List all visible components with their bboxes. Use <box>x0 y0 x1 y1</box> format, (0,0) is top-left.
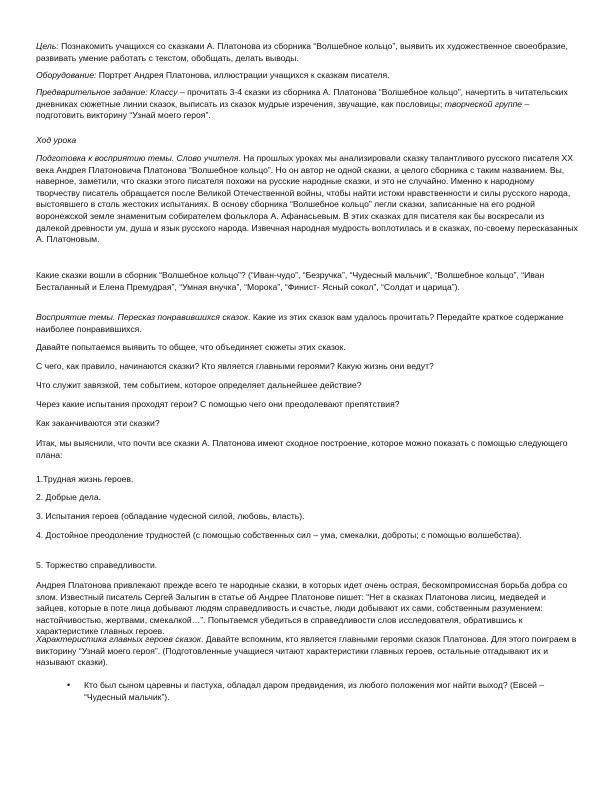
question-2: С чего, как правило, начинаются сказки? Кто является главными героями? Какую жизнь они ведут? <box>36 361 434 371</box>
bullet-item-1: Кто был сыном царевны и пастуха, обладал даром предвидения, из любого положения мог найти выход? (Евсей – “Чудесный мальчик”). <box>84 680 545 702</box>
prep-text: . На прошлых уроках мы анализировали сказку талантливого русского писателя ХХ века Андрея Платоновича Платонова “Волшебное кольцо”. Но он автор не одной сказки, а целого сборника с таким названием. Вы, наверное, заметили, что сказки этого писателя похожи на русские народные сказки, и это не случайно. Именно к народному творчеству писатель обращается после Великой Отечественной войны, чтобы найти истоки нравственности и силы русского народа, выстоявшего в столь жестоких испытаниях. В основу сборника “Волшебное кольцо” легли сказки, записанные на его родной воронежской земле знаменитым собирателем фольклора А. Афанасьевым. В этих сказках для писателя как бы воскресали из далекой древности ум, душа и язык русского народа. Извечная народная мудрость воплотилась и в сказках, по-своему пересказанных А. Платоновым. <box>36 153 578 245</box>
plan-item-1: 1.Трудная жизнь героев. <box>36 474 134 484</box>
perception-paragraph <box>36 312 578 335</box>
perception-text: . Какие из этих сказок вам удалось прочитать? Передайте краткое содержание наиболее понравившихся. <box>36 312 564 334</box>
prelim-text-1: – прочитать 3-4 сказки из сборника А. Платонова “Волшебное кольцо”, начертить в читательских дневниках сюжетные линии сказок, выписать из сказок мудрые изречения, звучащие, как пословицы; <box>36 87 568 109</box>
question-5: Как заканчиваются эти сказки? <box>36 418 160 428</box>
heroes-text: . Давайте вспомним, кто является главными героями сказок Платонова. Для этого поиграем в викторину “Узнай моего героя”. (Подготовленные учащиеся читают характеристики главных героев, остальные отгадывают их и называют сказки). <box>36 634 577 668</box>
plan-item-2: 2. Добрые дела. <box>36 492 101 502</box>
plan-item-5: 5. Торжество справедливости. <box>36 560 158 570</box>
prelim-text-2: – подготовить викторину “Узнай моего героя”. <box>36 98 530 121</box>
question-1: Давайте попытаемся выявить то общее, что объединяет сюжеты этих сказок. <box>36 342 346 352</box>
prelim-label: Предварительное задание: Классу <box>36 87 178 97</box>
heroes-label: Характеристика главных героев сказок <box>36 634 201 644</box>
heroes-paragraph <box>36 634 578 669</box>
equipment-text: Портрет Андрея Платонова, иллюстрации учащихся к сказкам писателя. <box>96 70 390 80</box>
prep-label: Подготовка к восприятию темы. Слово учителя <box>36 153 239 163</box>
equipment-paragraph <box>36 70 578 82</box>
question-3: Что служит завязкой, тем событием, которое определяет дальнейшее действие? <box>36 380 362 390</box>
bullet-icon: • <box>67 680 71 690</box>
lesson-heading: Ход урока <box>36 135 77 145</box>
plan-item-4: 4. Достойное преодоление трудностей (с помощью собственных сил – ума, смекалки, доброты; с помощью волшебства). <box>36 530 522 540</box>
prelim-group-label: творческой группе <box>444 98 523 109</box>
aim-paragraph <box>36 41 578 64</box>
aim-label: Цель: <box>36 41 59 51</box>
plan-item-3: 3. Испытания героев (обладание чудесной силой, любовь, власть). <box>36 511 305 521</box>
prelim-paragraph <box>36 87 578 122</box>
aim-text: Познакомить учащихся со сказками А. Платонова из сборника “Волшебное кольцо”, выявить их художественное своеобразие, развивать умение работать с текстом, обобщать, делать выводы. <box>36 41 568 63</box>
prep-paragraph <box>36 153 578 246</box>
perception-label: Восприятие темы. Пересказ понравившихся сказок <box>36 312 249 322</box>
summary-paragraph: Итак, мы выяснили, что почти все сказки А. Платонова имеют сходное построение, которое можно показать с помощью следующего плана: <box>36 438 568 460</box>
question-4: Через какие испытания проходят герои? С помощью чего они преодолевают препятствия? <box>36 399 400 409</box>
equipment-label: Оборудование: <box>36 70 97 80</box>
which-tales-paragraph: Какие сказки вошли в сборник “Волшебное кольцо”? (“Иван-чудо”, “Безручка”, “Чудесный мальчик”, “Волшебное кольцо”, “Иван Бесталанный и Елена Премудрая”, “Умная внучка”, “Морока”, “Финист- Ясный сокол”, “Солдат и царица”). <box>36 270 545 292</box>
zalygin-paragraph: Андрея Платонова привлекают прежде всего те народные сказки, в которых идет очень острая, бескомпромиссная борьба добра со злом. Известный писатель Сергей Залыгин в статье об Андрее Платонове пишет: “Нет в сказках Платонова лисиц, медведей и зайцев, которые в поте лица добывают людям справедливость и счастье, люди добывают их сами, собственным разумением: настойчивостью, жертвами, смекалкой…”. Попытаемся убедиться в справедливости слов исследователя, обратившись к характеристике главных героев. <box>36 580 568 637</box>
